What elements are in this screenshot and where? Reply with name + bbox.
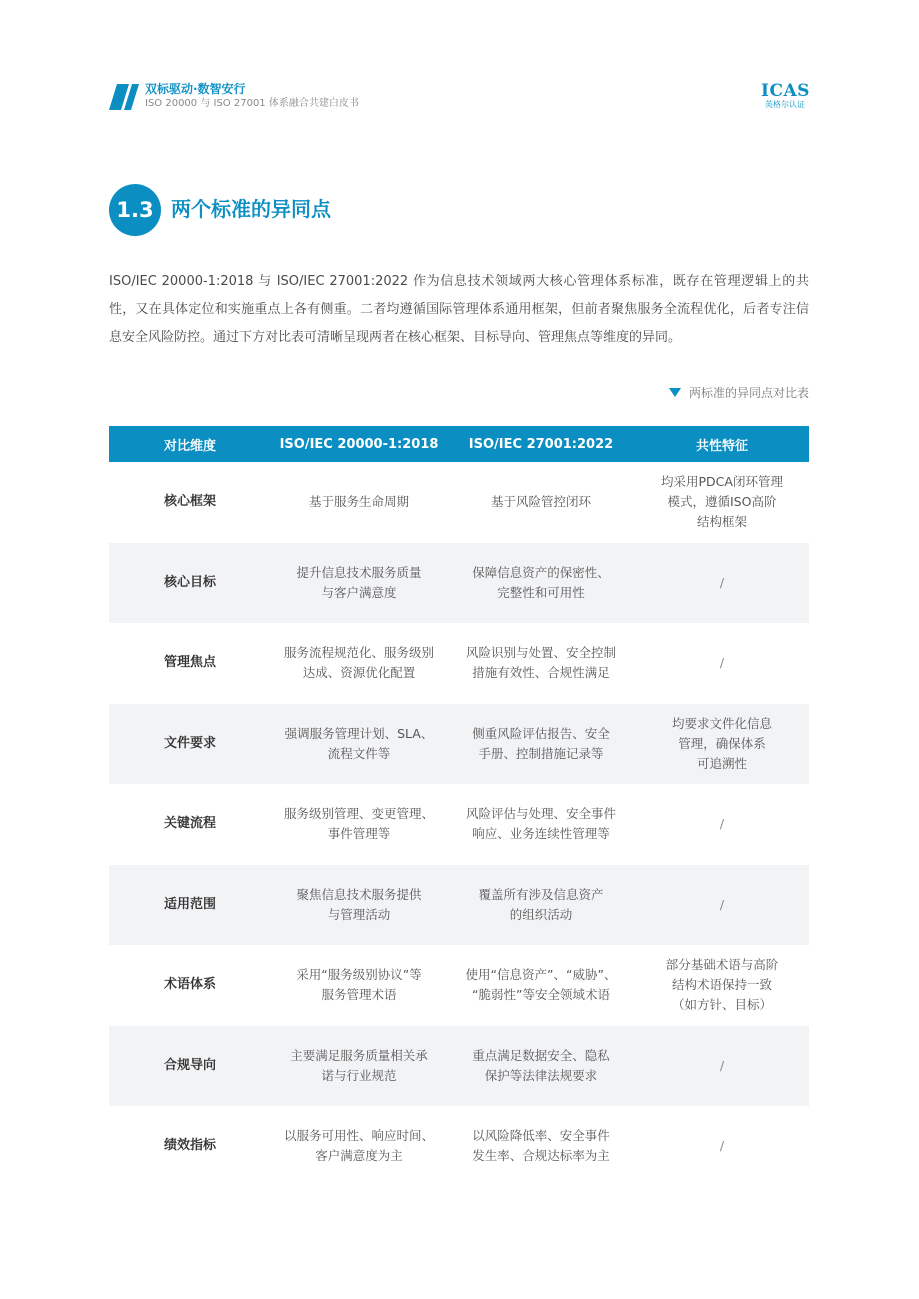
brand-subtitle: 英格尔认证 [765,100,805,109]
iso27001-cell: 覆盖所有涉及信息资产 的组织活动 [478,886,604,922]
iso20000-cell: 服务级别管理、变更管理、 事件管理等 [283,806,434,842]
table-row [109,543,809,624]
header-text [145,82,359,111]
dimension-cell: 关键流程 [163,816,216,832]
iso27001-cell: 风险识别与处置、安全控制 措施有效性、合规性满足 [465,645,616,681]
iso27001-cell: 重点满足数据安全、隐私 保护等法律法规要求 [472,1047,610,1083]
iso27001-cell: 基于风险管控闭环 [490,494,591,510]
dimension-cell: 核心框架 [163,494,216,510]
table-row [109,704,809,785]
page-header [109,82,809,112]
common-cell: / [719,1138,725,1154]
dimension-cell: 合规导向 [163,1057,216,1073]
iso20000-cell: 主要满足服务质量相关承 诺与行业规范 [290,1047,428,1083]
table-row [109,462,809,543]
table-row [109,623,809,704]
brand-logo [761,82,809,110]
header-cell-dimension: 对比维度 [163,438,216,454]
iso20000-cell: 基于服务生命周期 [308,494,409,510]
dimension-cell: 核心目标 [163,574,216,590]
table-body [109,462,809,1187]
table-row [109,784,809,865]
common-cell: / [719,1057,725,1073]
common-cell: 部分基础术语与高阶 结构术语保持一致 （如方针、目标） [665,957,779,1013]
iso27001-cell: 风险评估与处理、安全事件 响应、业务连续性管理等 [465,806,616,842]
common-cell: / [719,816,725,832]
iso20000-cell: 采用“服务级别协议”等 服务管理术语 [296,967,422,1003]
common-cell: / [719,655,725,671]
triangle-down-icon [669,388,681,397]
iso20000-cell: 聚焦信息技术服务提供 与管理活动 [296,886,422,922]
double-slash-logo-icon [109,84,139,110]
comparison-table [109,426,809,1187]
table-row [109,865,809,946]
table-row [109,945,809,1026]
iso27001-cell: 使用“信息资产”、“威胁”、 “脆弱性”等安全领域术语 [465,967,617,1003]
common-cell: / [719,574,725,590]
common-cell: 均采用PDCA闭环管理 模式，遵循ISO高阶 结构框架 [661,474,783,530]
table-caption [669,384,809,401]
table-caption-text: 两标准的异同点对比表 [688,386,809,400]
iso27001-cell: 保障信息资产的保密性、 完整性和可用性 [472,564,610,600]
table-row [109,1106,809,1187]
dimension-cell: 绩效指标 [163,1138,216,1154]
iso20000-cell: 强调服务管理计划、SLA、 流程文件等 [284,725,434,761]
header-cell-iso27001: ISO/IEC 27001:2022 [468,436,614,452]
header-cell-iso20000: ISO/IEC 20000-1:2018 [279,436,439,452]
iso20000-cell: 提升信息技术服务质量 与客户满意度 [296,564,422,600]
iso27001-cell: 以风险降低率、安全事件 发生率、合规达标率为主 [472,1128,610,1164]
dimension-cell: 适用范围 [163,896,216,912]
brand-name: ICAS [761,81,810,101]
header-subtitle: ISO 20000 与 ISO 27001 体系融合共建白皮书 [145,98,359,109]
dimension-cell: 管理焦点 [163,655,216,671]
header-cell-common: 共性特征 [695,438,748,454]
header-title: 双标驱动·数智安行 [145,82,246,96]
intro-paragraph: ISO/IEC 20000-1:2018 与 ISO/IEC 27001:2022 作为信息技术领域两大核心管理体系标准，既存在管理逻辑上的共性，又在具体定位和实施重点上各有侧重。二者均遵循国际管理体系通用框架，但前者聚焦服务全流程优化，后者专注信息安全风险防控。通过下方对比表可清晰呈现两者在核心框架、目标导向、管理焦点等维度的异同。 [109,274,809,345]
iso20000-cell: 以服务可用性、响应时间、 客户满意度为主 [283,1128,434,1164]
dimension-cell: 文件要求 [163,735,216,751]
section-title: 两个标准的异同点 [171,197,331,221]
common-cell: / [719,896,725,912]
iso20000-cell: 服务流程规范化、服务级别 达成、资源优化配置 [283,645,434,681]
common-cell: 均要求文件化信息 管理，确保体系 可追溯性 [671,715,772,771]
table-header-row [109,426,809,462]
section-number-badge: 1.3 [109,184,161,236]
iso27001-cell: 侧重风险评估报告、安全 手册、控制措施记录等 [472,725,610,761]
table-row [109,1026,809,1107]
dimension-cell: 术语体系 [163,977,216,993]
